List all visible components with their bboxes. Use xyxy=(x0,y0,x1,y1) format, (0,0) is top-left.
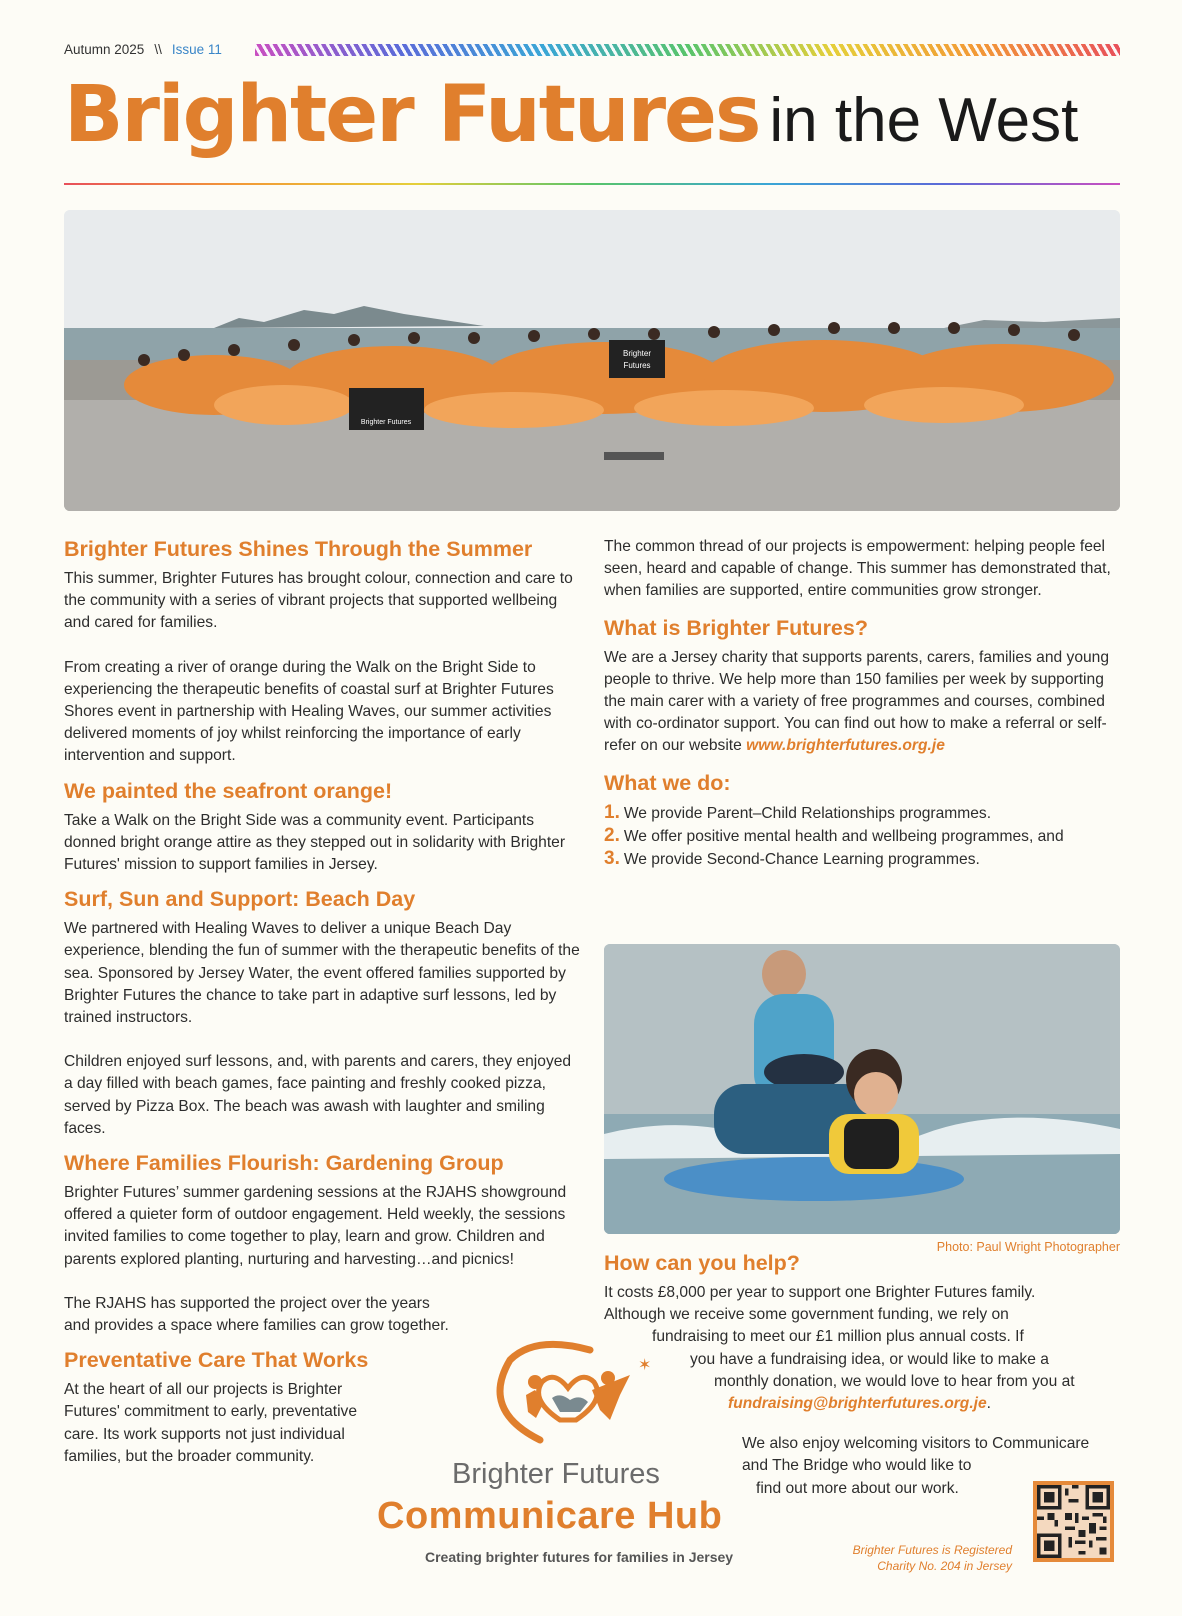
list-text: We provide Second-Chance Learning programmes. xyxy=(623,850,980,868)
help-line-4: you have a fundraising idea, or would like to make a xyxy=(690,1350,1049,1368)
heading-gardening: Where Families Flourish: Gardening Group xyxy=(64,1151,504,1176)
title-rest: in the West xyxy=(769,86,1079,155)
summer-paragraph-2: From creating a river of orange during the Walk on the Bright Side to experiencing the therapeutic benefits of coastal surf at Brighter Futures Shores event in partnership with Healing Waves, our summer activities delivered moments of joy whilst reinforcing the importance of early intervention and support. xyxy=(64,658,554,765)
website-link[interactable]: www.brighterfutures.org.je xyxy=(746,737,945,755)
page-title xyxy=(64,70,1078,160)
heading-summer: Brighter Futures Shines Through the Summer xyxy=(64,537,533,561)
svg-text:✶: ✶ xyxy=(638,1355,652,1374)
list-number: 1. xyxy=(604,801,620,823)
help-line-1: It costs £8,000 per year to support one Brighter Futures family. xyxy=(604,1284,1036,1301)
visit-line-2: and The Bridge who would like to xyxy=(742,1457,972,1475)
preventative-paragraph: At the heart of all our projects is Brighter Futures' commitment to early, preventative care. Its work supports not just individual families, but the broader community. xyxy=(64,1381,358,1465)
help-email-line xyxy=(728,1393,1124,1415)
visit-line-1: We also enjoy welcoming visitors to Communicare xyxy=(742,1435,1090,1453)
qr-code-icon xyxy=(1037,1485,1110,1558)
heading-preventative: Preventative Care That Works xyxy=(64,1348,369,1373)
title-rule xyxy=(64,183,1120,185)
title-brand: Brighter Futures xyxy=(64,70,760,160)
issue-label: Issue 11 xyxy=(171,42,222,57)
hero-group-photo xyxy=(64,210,1120,511)
qr-code[interactable] xyxy=(1033,1481,1114,1562)
list-text: We offer positive mental health and wellbeing programmes, and xyxy=(623,827,1064,845)
heading-what-we-do: What we do: xyxy=(604,770,731,795)
summer-paragraph-1: This summer, Brighter Futures has brought colour, connection and care to the community with a series of vibrant projects that supported wellbeing and cared for families. xyxy=(64,570,573,632)
hero-sign-line2: Futures xyxy=(623,361,651,370)
charity-line-1: Brighter Futures is Registered xyxy=(852,1543,1012,1557)
help-line-5: monthly donation, we would love to hear from you at xyxy=(714,1372,1075,1390)
heading-what-is: What is Brighter Futures? xyxy=(604,615,868,640)
list-item xyxy=(604,802,1120,825)
list-number: 3. xyxy=(604,847,620,869)
gardening-paragraph-2: The RJAHS has supported the project over the years and provides a space where families can grow together. xyxy=(64,1294,449,1335)
logo-tagline: Creating brighter futures for families in Jersey xyxy=(425,1549,734,1565)
hero-sign-line1: Brighter xyxy=(622,349,652,358)
surf-photo-illustration xyxy=(604,944,1120,1234)
right-column xyxy=(604,536,1120,871)
communicare-logo-icon xyxy=(480,1340,660,1458)
heading-beach-day: Surf, Sun and Support: Beach Day xyxy=(64,887,416,912)
logo-brand-line: Brighter Futures xyxy=(452,1458,660,1490)
charity-line-2: Charity No. 204 in Jersey xyxy=(877,1559,1012,1573)
heading-seafront: We painted the seafront orange! xyxy=(64,778,393,803)
list-item xyxy=(604,825,1120,848)
heading-help: How can you help? xyxy=(604,1251,800,1275)
rainbow-decoration xyxy=(255,44,1120,56)
separator: \\ xyxy=(154,42,162,57)
list-item xyxy=(604,848,1120,871)
help-line-3: fundraising to meet our £1 million plus annual costs. If xyxy=(652,1328,1024,1346)
beach-paragraph-2: Children enjoyed surf lessons, and, with parents and carers, they enjoyed a day filled with beach games, face painting and freshly cooked pizza, served by Pizza Box. The beach was awash with laughter and smiling faces. xyxy=(64,1053,572,1137)
photo-credit: Photo: Paul Wright Photographer xyxy=(936,1240,1120,1254)
fundraising-email-link[interactable]: fundraising@brighterfutures.org.je xyxy=(728,1395,987,1413)
surf-photo xyxy=(604,944,1120,1234)
what-is-body: We are a Jersey charity that supports parents, carers, families and young people to thrive. We help more than 150 families per week by supporting the main carer with a variety of free programmes and courses, combined with co-ordinator support. You can find out how to make a referral or self-refer on our website xyxy=(604,648,1110,755)
help-section xyxy=(604,1250,1124,1500)
hero-photo-illustration xyxy=(64,210,1120,511)
help-line-2: Although we receive some government funding, we rely on xyxy=(604,1306,1009,1324)
email-period: . xyxy=(986,1395,991,1413)
programme-list xyxy=(604,802,1120,871)
hero-banner-text: Brighter Futures xyxy=(360,419,412,426)
seafront-paragraph: Take a Walk on the Bright Side was a community event. Participants donned bright orange attire as they stepped out in solidarity with Brighter Futures' mission to support families in Jersey. xyxy=(64,811,566,874)
what-is-paragraph xyxy=(604,647,1120,758)
gardening-paragraph-1: Brighter Futures’ summer gardening sessions at the RJAHS showground offered a quieter form of outdoor engagement. Held weekly, the sessions invited families to come together to play, learn and grow. Children and parents explored planting, nurturing and harvesting…and picnics! xyxy=(64,1184,567,1268)
intro-paragraph: The common thread of our projects is empowerment: helping people feel seen, heard and capable of change. This summer has demonstrated that, when families are supported, entire communities grow stronger. xyxy=(604,538,1111,600)
masthead xyxy=(64,42,222,57)
list-number: 2. xyxy=(604,824,620,846)
charity-note xyxy=(800,1542,1012,1574)
beach-paragraph-1: We partnered with Healing Waves to deliver a unique Beach Day experience, blending the fun of summer with the therapeutic benefits of the sea. Sponsored by Jersey Water, the event offered families supported by Brighter Futures the chance to take part in adaptive surf lessons, led by trained instructors. xyxy=(64,920,580,1027)
list-text: We provide Parent–Child Relationships programmes. xyxy=(623,804,992,822)
logo-hub-name: Communicare Hub xyxy=(377,1495,723,1537)
visit-line-3: find out more about our work. xyxy=(756,1479,959,1497)
season-label: Autumn 2025 xyxy=(64,42,145,57)
